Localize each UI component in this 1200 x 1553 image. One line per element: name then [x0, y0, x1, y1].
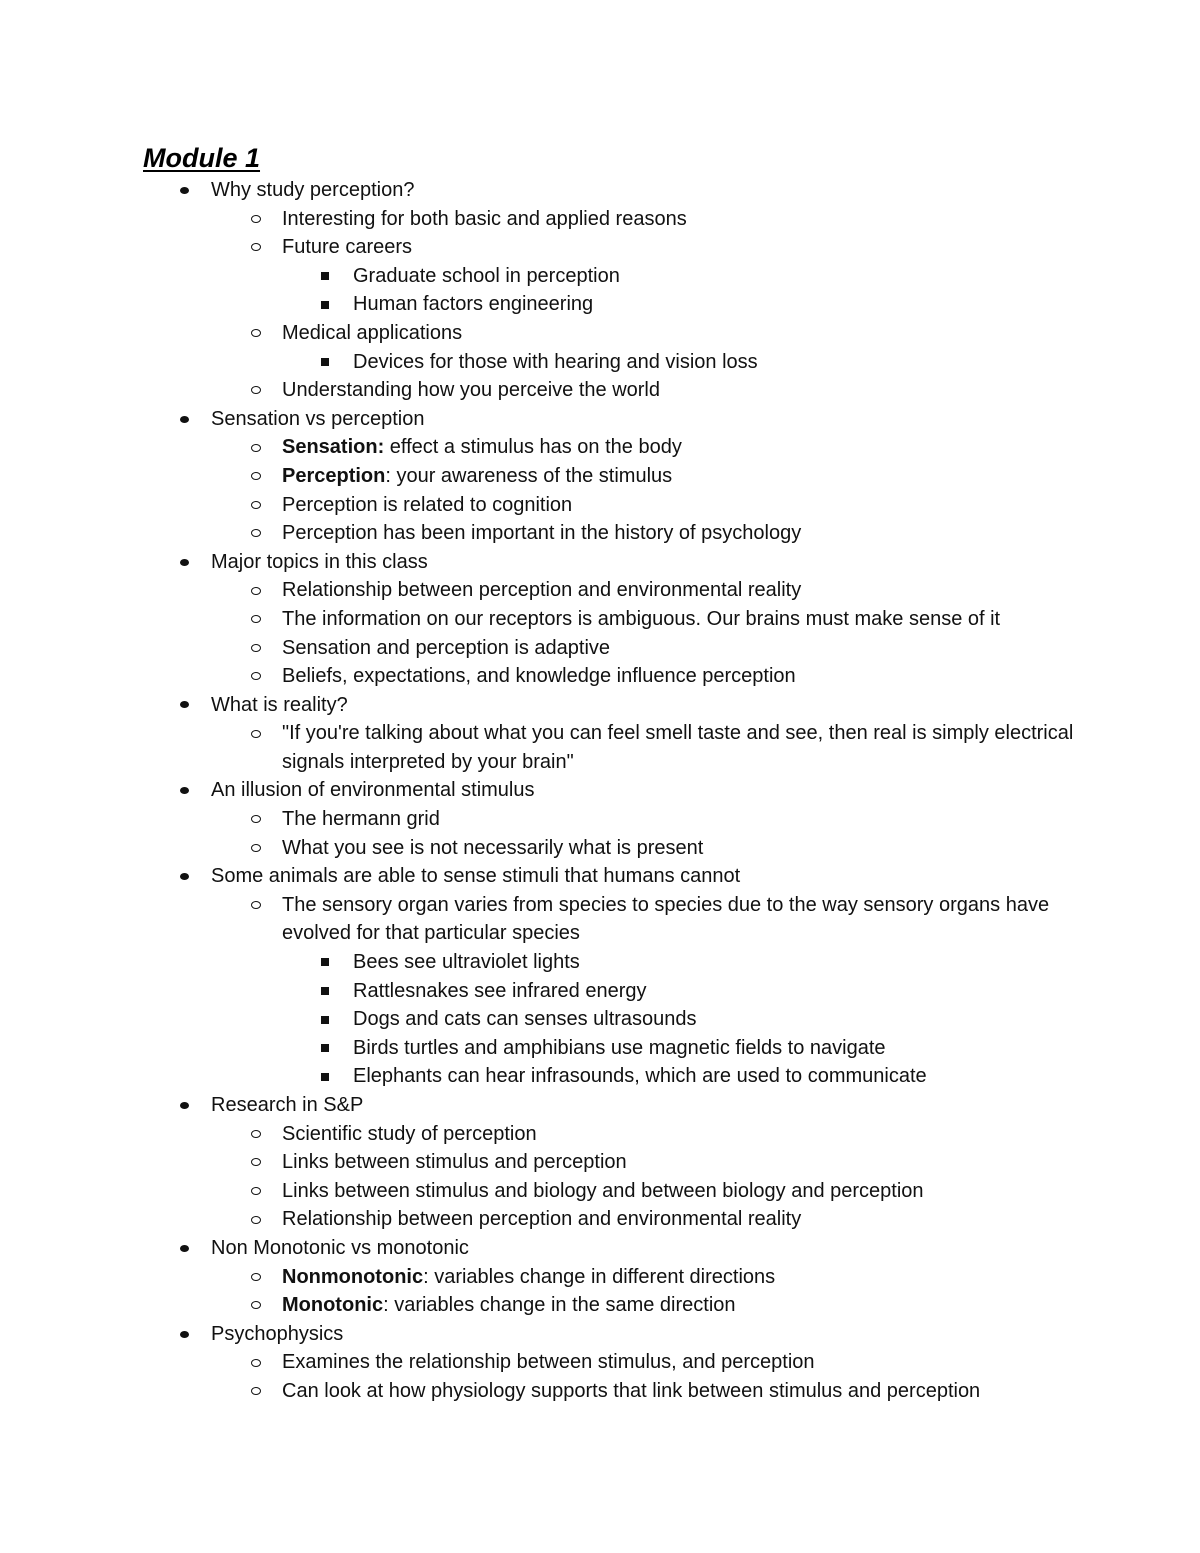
list-item-level-1 [0, 1234, 1091, 1263]
bullet-disc-icon [176, 405, 192, 434]
list-item-text: Major topics in this class [211, 550, 428, 573]
bullet-circle-icon [248, 662, 264, 691]
list-item-text: Dogs and cats can senses ultrasounds [353, 1008, 697, 1031]
list-item-text: Relationship between perception and environmental reality [282, 579, 802, 602]
bullet-outline [0, 176, 1200, 1406]
list-item-text: The hermann grid [282, 808, 440, 831]
list-item-text: Research in S&P [211, 1094, 364, 1116]
list-item-level-2 [0, 1205, 1082, 1234]
list-item-level-2 [0, 376, 1082, 405]
list-item-level-2 [0, 634, 1082, 663]
bullet-circle-icon [248, 376, 264, 405]
bullet-square-icon [317, 290, 333, 319]
list-item-text: Sensation vs perception [211, 407, 425, 430]
bullet-circle-icon [248, 462, 264, 491]
list-item-text: Future careers [282, 236, 413, 259]
list-item-text: What you see is not necessarily what is present [282, 836, 704, 859]
bullet-square-icon [317, 948, 333, 977]
list-item-text: : your awareness of the stimulus [385, 464, 673, 487]
term-label: Monotonic [282, 1294, 384, 1317]
list-item-level-2 [0, 805, 1082, 834]
list-item-text: Devices for those with hearing and vision loss [353, 350, 758, 373]
list-item-level-1 [0, 862, 1091, 891]
bullet-circle-icon [248, 834, 264, 863]
bullet-circle-icon [248, 1377, 264, 1406]
bullet-square-icon [317, 1062, 333, 1091]
list-item-text: Perception is related to cognition [282, 493, 573, 516]
list-item-text: Birds turtles and amphibians use magnetic fields to navigate [353, 1036, 886, 1059]
bullet-circle-icon [248, 1348, 264, 1377]
bullet-circle-icon [248, 433, 264, 462]
list-item-level-1 [0, 1320, 1091, 1349]
list-item-text: Perception has been important in the history of psychology [282, 522, 802, 545]
list-item-level-2 [0, 433, 1082, 462]
list-item-level-2 [0, 662, 1082, 691]
list-item-text: Bees see ultraviolet lights [353, 951, 580, 974]
list-item-level-3 [0, 262, 1083, 291]
list-item-text: An illusion of environmental stimulus [211, 779, 535, 802]
bullet-circle-icon [248, 1148, 264, 1177]
bullet-circle-icon [248, 519, 264, 548]
list-item-text: What is reality? [211, 693, 348, 716]
list-item-level-2 [0, 605, 1082, 634]
list-item-text: Interesting for both basic and applied reasons [282, 207, 687, 230]
list-item-level-2 [0, 719, 1082, 776]
list-item-level-2 [0, 1148, 1082, 1177]
bullet-disc-icon [176, 548, 192, 577]
list-item-level-3 [0, 977, 1083, 1006]
list-item-text: The information on our receptors is ambiguous. Our brains must make sense of it [282, 607, 1001, 630]
list-item-level-1 [0, 1091, 1091, 1120]
bullet-disc-icon [176, 691, 192, 720]
bullet-circle-icon [248, 719, 264, 748]
bullet-circle-icon [248, 233, 264, 262]
bullet-circle-icon [248, 1177, 264, 1206]
bullet-square-icon [317, 348, 333, 377]
bullet-circle-icon [248, 1120, 264, 1149]
list-item-level-2 [0, 1120, 1082, 1149]
term-label: Nonmonotonic [282, 1265, 424, 1288]
list-item-level-1 [0, 405, 1091, 434]
bullet-disc-icon [176, 1091, 192, 1120]
list-item-level-2 [0, 233, 1082, 262]
term-label: Sensation: [282, 436, 385, 459]
list-item-level-3 [0, 1062, 1083, 1091]
list-item-level-3 [0, 1034, 1083, 1063]
list-item-text: Links between stimulus and biology and between biology and perception [282, 1179, 924, 1202]
list-item-text: The sensory organ varies from species to species due to the way sensory organs have evolved for that particular species [282, 893, 1055, 945]
list-item-text: Graduate school in perception [353, 264, 620, 287]
list-item-level-2 [0, 891, 1082, 948]
list-item-level-3 [0, 290, 1083, 319]
bullet-circle-icon [248, 605, 264, 634]
list-item-text: Psychophysics [211, 1322, 344, 1345]
list-item-level-3 [0, 348, 1083, 377]
bullet-circle-icon [248, 576, 264, 605]
list-item-level-2 [0, 1263, 1082, 1292]
list-item-text: effect a stimulus has on the body [384, 436, 682, 459]
list-item-level-2 [0, 462, 1082, 491]
list-item-level-2 [0, 1177, 1082, 1206]
list-item-level-3 [0, 948, 1083, 977]
page-title: Module 1 [143, 143, 261, 173]
bullet-circle-icon [248, 319, 264, 348]
list-item-text: Examines the relationship between stimulus, and perception [282, 1351, 815, 1374]
list-item-text: Understanding how you perceive the world [282, 379, 660, 402]
bullet-disc-icon [176, 862, 192, 891]
bullet-circle-icon [248, 491, 264, 520]
bullet-circle-icon [248, 805, 264, 834]
bullet-circle-icon [248, 1263, 264, 1292]
list-item-level-1 [0, 548, 1091, 577]
bullet-disc-icon [176, 1320, 192, 1349]
list-item-text: Links between stimulus and perception [282, 1151, 627, 1174]
list-item-level-2 [0, 491, 1082, 520]
list-item-level-2 [0, 1291, 1082, 1320]
list-item-level-1 [0, 776, 1091, 805]
list-item-level-2 [0, 576, 1082, 605]
bullet-circle-icon [248, 1205, 264, 1234]
list-item-text: Beliefs, expectations, and knowledge influence perception [282, 665, 796, 688]
list-item-level-1 [0, 691, 1091, 720]
list-item-text: Some animals are able to sense stimuli that humans cannot [211, 865, 741, 888]
term-label: Perception [282, 464, 386, 487]
list-item-text: Elephants can hear infrasounds, which are used to communicate [353, 1065, 927, 1088]
bullet-square-icon [317, 1005, 333, 1034]
list-item-text: Sensation and perception is adaptive [282, 636, 611, 659]
bullet-circle-icon [248, 1291, 264, 1320]
list-item-text: Relationship between perception and environmental reality [282, 1208, 802, 1231]
list-item-level-2 [0, 519, 1082, 548]
bullet-circle-icon [248, 205, 264, 234]
bullet-disc-icon [176, 1234, 192, 1263]
list-item-text: "If you're talking about what you can feel smell taste and see, then real is simply electrical signals interpreted by your brain" [282, 722, 1079, 773]
list-item-text: Can look at how physiology supports that link between stimulus and perception [282, 1379, 981, 1402]
list-item-level-3 [0, 1005, 1083, 1034]
list-item-level-2 [0, 1348, 1082, 1377]
list-item-level-2 [0, 834, 1082, 863]
bullet-square-icon [317, 977, 333, 1006]
list-item-text: Why study perception? [211, 179, 415, 201]
list-item-text: : variables change in different directions [423, 1265, 776, 1288]
bullet-circle-icon [248, 634, 264, 663]
list-item-text: Non Monotonic vs monotonic [211, 1236, 469, 1259]
bullet-disc-icon [176, 776, 192, 805]
list-item-text: Human factors engineering [353, 293, 594, 316]
bullet-circle-icon [248, 891, 264, 920]
list-item-level-2 [0, 205, 1082, 234]
list-item-text: Medical applications [282, 321, 463, 344]
bullet-square-icon [317, 1034, 333, 1063]
list-item-level-2 [0, 319, 1082, 348]
list-item-text: Scientific study of perception [282, 1122, 537, 1145]
list-item-level-1 [0, 176, 1091, 205]
bullet-disc-icon [176, 176, 192, 205]
list-item-text: Rattlesnakes see infrared energy [353, 979, 647, 1002]
list-item-level-2 [0, 1377, 1082, 1406]
list-item-text: : variables change in the same direction [383, 1294, 736, 1317]
bullet-square-icon [317, 262, 333, 291]
